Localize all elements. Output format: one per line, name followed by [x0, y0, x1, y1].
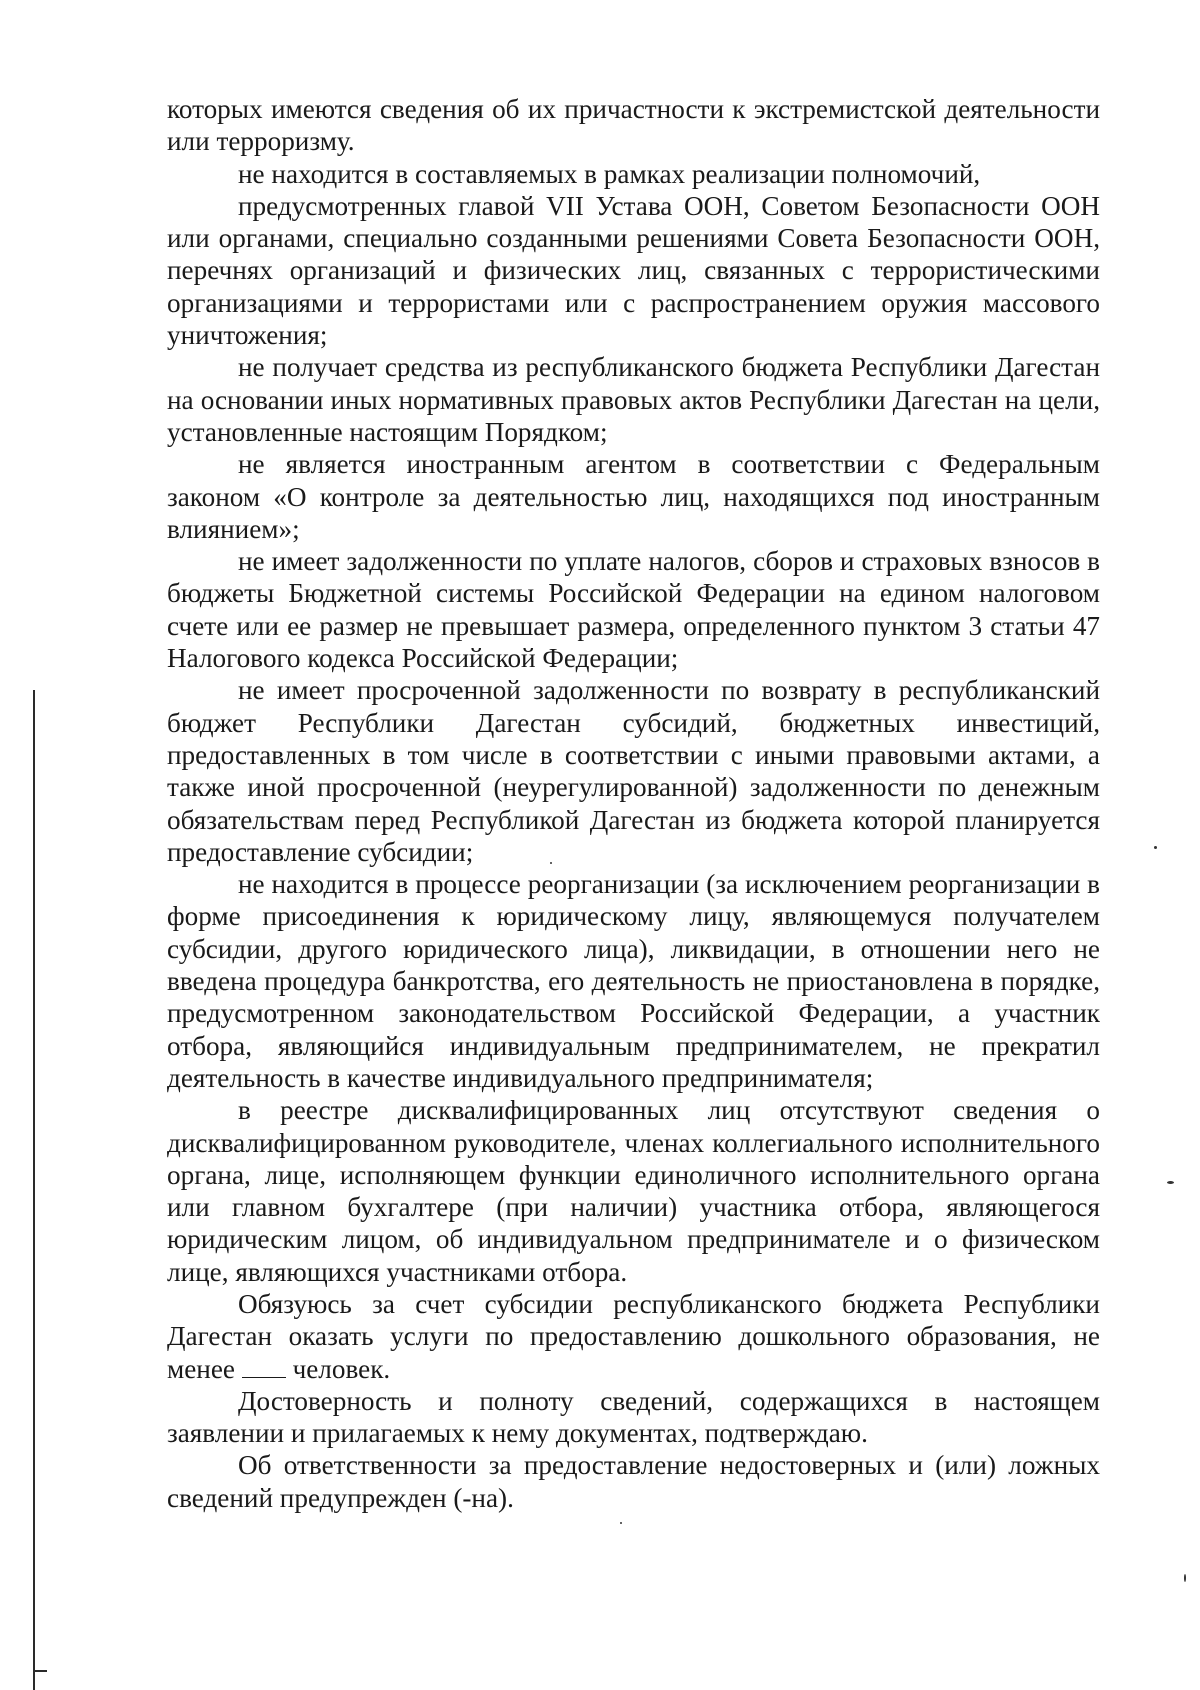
paragraph-foreign-agent: не является иностранным агентом в соответствии с Федеральным законом «О контроле за деятельностью лиц, находящихся под иностранным влиянием»;	[167, 449, 1100, 544]
scan-speck	[620, 1522, 622, 1524]
paragraph-continuation: которых имеются сведения об их причастности к экстремистской деятельности или терроризму.	[167, 94, 1100, 157]
scan-speck	[1167, 1181, 1174, 1184]
commitment-text: Обязуюсь за счет субсидии республиканского бюджета Республики Дагестан оказать услуги по предоставлению дошкольного образования, не менее	[167, 1288, 1100, 1384]
scan-edge-line-foot	[33, 1670, 47, 1672]
paragraph-no-budget-funds: не получает средства из республиканского бюджета Республики Дагестан на основании иных нормативных правовых актов Республики Дагестан на цели, установленные настоящим Порядком;	[167, 352, 1100, 447]
paragraph-tax-debt: не имеет задолженности по уплате налогов, сборов и страховых взносов в бюджеты Бюджетной системы Российской Федерации на едином налоговом счете или ее размер не превышает размера, определенного пунктом 3 статьи 47 Налогового кодекса Российской Федерации;	[167, 546, 1100, 674]
paragraph-reorganization: не находится в процессе реорганизации (за исключением реорганизации в форме присоединения к юридическому лицу, являющемуся получателем субсидии, другого юридического лица), ликвидации, в отношении него не введена процедура банкротства, его деятельность не приостановлена в порядке, предусмотренном законодательством Российской Федерации, а участник отбора, являющийся индивидуальным предпринимателем, не прекратил деятельность в качестве индивидуального предпринимателя;	[167, 869, 1100, 1093]
paragraph-confirmation: Достоверность и полноту сведений, содержащихся в настоящем заявлении и прилагаемых к нему документах, подтверждаю.	[167, 1385, 1100, 1449]
paragraph-disqualified-registry: в реестре дисквалифицированных лиц отсутствуют сведения о дисквалифицированном руководителе, членах коллегиального исполнительного органа, лице, исполняющем функции единоличного исполнительного органа или главном бухгалтере (при наличии) участника отбора, являющегося юридическим лицом, об индивидуальном предпринимателе и о физическом лице, являющихся участниками отбора.	[167, 1095, 1100, 1287]
scan-speck	[1184, 1574, 1186, 1582]
paragraph-un-list: предусмотренных главой VII Устава ООН, Советом Безопасности ООН или органами, специально созданными решениями Совета Безопасности ООН, перечнях организаций и физических лиц, связанных с террористическими организациями и террористами или с распространением оружия массового уничтожения;	[167, 190, 1100, 351]
paragraph-commitment	[167, 1288, 1100, 1385]
document-body	[167, 93, 1100, 1514]
paragraph-overdue-debt: не имеет просроченной задолженности по возврату в республиканский бюджет Республики Дагестан субсидий, бюджетных инвестиций, предоставленных в том числе в соответствии с иными правовыми актами, а также иной просроченной (неурегулированной) задолженности по денежным обязательствам перед Республикой Дагестан из бюджета которой планируется предоставление субсидии;	[167, 675, 1100, 867]
blank-field	[242, 1355, 286, 1378]
paragraph-responsibility: Об ответственности за предоставление недостоверных и (или) ложных сведений предупрежден (-на).	[167, 1450, 1100, 1513]
scan-edge-line	[33, 690, 35, 1690]
paragraph-un-list-intro: не находится в составляемых в рамках реализации полномочий,	[238, 158, 981, 189]
commitment-text-end: человек.	[285, 1353, 391, 1384]
scan-speck	[1154, 846, 1157, 849]
